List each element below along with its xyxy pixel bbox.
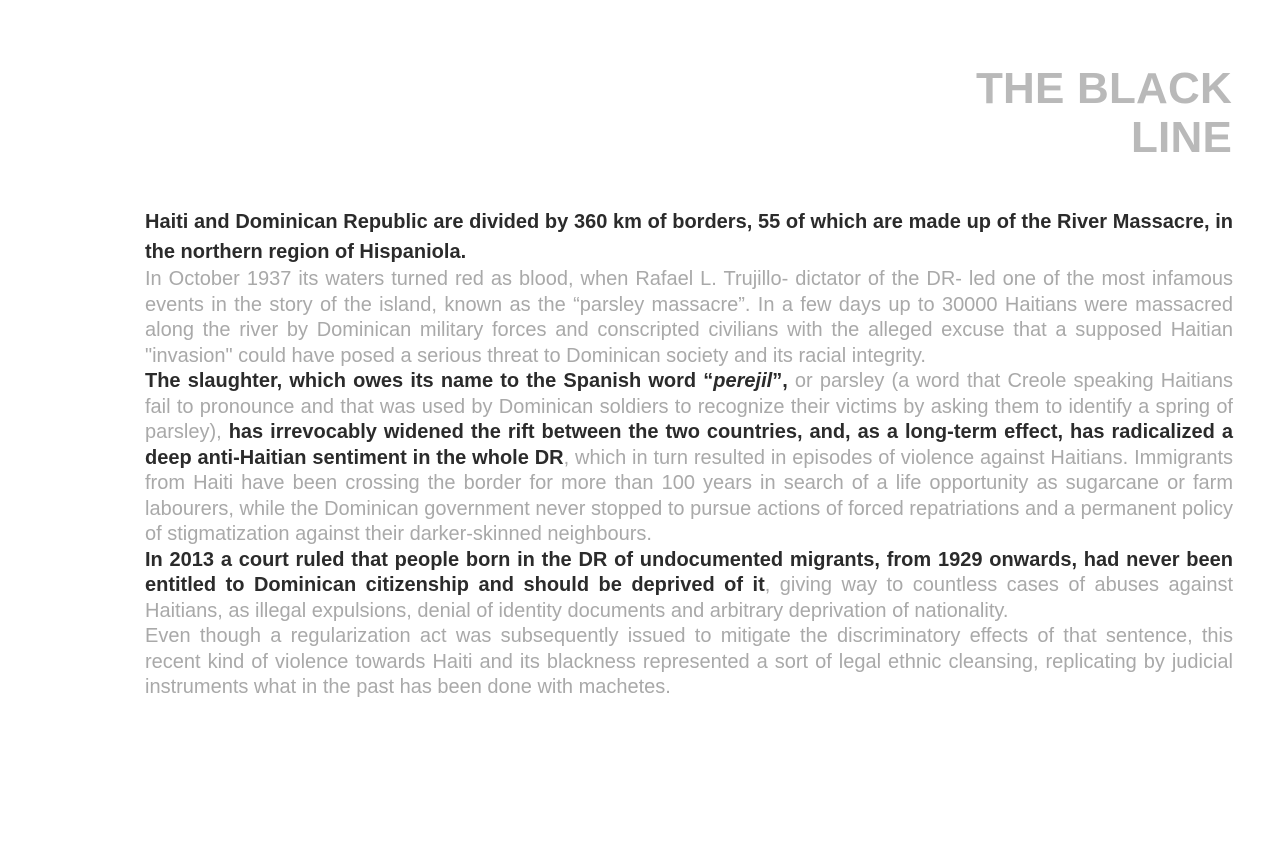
court-ruling-grey: , giving way to countless cases of abuses against Haitians, as illegal expulsions, denial of identity documents and arbitrary deprivation of nationality. — [145, 574, 1234, 622]
massacre-history-text: In October 1937 its waters turned red as blood, when Rafael L. Trujillo- dictator of the DR- led one of the most infamous events in the story of the island, known as the “parsley massacre”. In a few days up to 30000 Haitians were massacred along the river by Dominican military forces and conscripted civilians with the alleged excuse that a supposed Haitian "invasion" could have posed a serious threat to Dominican society and its racial integrity. — [145, 268, 1233, 367]
paragraph-court-ruling — [145, 548, 1233, 625]
title-line-2: LINE — [1130, 113, 1232, 162]
court-ruling-bold: In 2013 a court ruled that people born in the DR of undocumented migrants, from 1929 onwards, had never been entitled to Dominican citizenship and should be deprived of it — [145, 548, 1233, 596]
regularization-text: Even though a regularization act was subsequently issued to mitigate the discriminatory effects of that sentence, this recent kind of violence towards Haiti and its blackness represented a sort of legal ethnic cleansing, replicating by judicial instruments what in the past has been done with machetes. — [145, 625, 1233, 698]
violence-grey-text: , which in turn resulted in episodes of violence against Haitians. Immigrants from Haiti have been crossing the border for more than 100 years in search of a life opportunity as sugarcane or farm labourers, while the Dominican government never stopped to pursue actions of forced repatriations and a permanent policy of stigmatization against their darker-skinned neighbours. — [145, 446, 1234, 545]
perejil-word: perejil — [713, 370, 773, 392]
article-body — [145, 207, 1233, 701]
intro-bold-text: Haiti and Dominican Republic are divided by 360 km of borders, 55 of which are made up of the River Massacre, in the northern region of Hispaniola. — [145, 211, 1233, 263]
paragraph-regularization — [145, 624, 1233, 701]
rift-bold-text: has irrevocably widened the rift between the two countries, and, as a long-term effect, has radicalized a deep anti-Haitian sentiment in the whole DR — [145, 421, 1233, 469]
parsley-explanation: or parsley (a word that Creole speaking Haitians fail to pronounce and that was used by Dominican soldiers to recognize their victims by asking them to identify a spring of parsley), — [145, 370, 1233, 443]
paragraph-intro — [145, 207, 1233, 267]
paragraph-massacre-history — [145, 267, 1233, 369]
slaughter-bold-lead: The slaughter, which owes its name to the Spanish word “ — [145, 370, 714, 392]
title-line-1: THE BLACK — [975, 64, 1232, 113]
slaughter-bold-close-quote: ”, — [772, 370, 788, 392]
paragraph-slaughter — [145, 369, 1233, 548]
page-title — [832, 64, 1232, 162]
